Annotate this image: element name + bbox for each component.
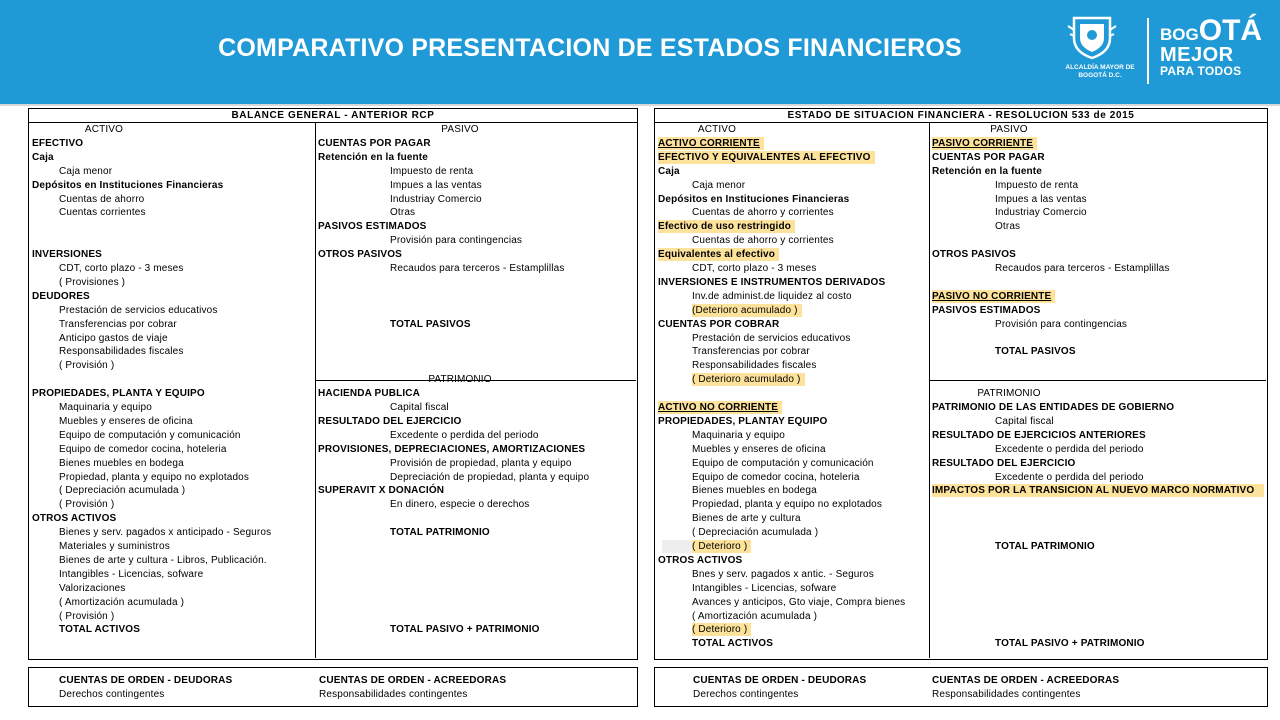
left-pasivo-row: Provisión para contingencias bbox=[390, 235, 523, 247]
right-activo-row: CDT, corto plazo - 3 meses bbox=[692, 263, 817, 274]
right-pasivo-row: Excedente o perdida del periodo bbox=[995, 471, 1144, 483]
right-pasivo-row: PASIVOS ESTIMADOS bbox=[932, 304, 1041, 316]
left-activo-row: Valorizaciones bbox=[59, 582, 126, 594]
bogota-crest-icon bbox=[1066, 14, 1118, 60]
left-activo-row: ( Provisión ) bbox=[59, 499, 115, 511]
right-activo-row: OTROS ACTIVOS bbox=[658, 554, 743, 566]
right-situacion-panel bbox=[654, 108, 1268, 660]
brand-logo bbox=[1160, 14, 1263, 78]
right-panel-title: ESTADO DE SITUACION FINANCIERA - RESOLUCION 533 de 2015 bbox=[655, 109, 1267, 123]
left-pasivo-row: Industriay Comercio bbox=[390, 193, 482, 205]
right-pasivo-row: Provisión para contingencias bbox=[995, 318, 1128, 330]
left-pasivo-row: PROVISIONES, DEPRECIACIONES, AMORTIZACIONES bbox=[318, 443, 586, 455]
left-activo-row: Responsabilidades fiscales bbox=[59, 346, 184, 358]
right-activo-row: Caja bbox=[658, 165, 680, 177]
right-activo-row: Responsabilidades fiscales bbox=[692, 360, 817, 372]
right-orden-deudoras-title: CUENTAS DE ORDEN - DEUDORAS bbox=[693, 675, 867, 686]
left-activo-row: Bienes y serv. pagados x anticipado - Seguros bbox=[59, 527, 272, 539]
left-orden-panel bbox=[28, 667, 638, 707]
right-activo-row: Equipo de computación y comunicación bbox=[692, 457, 874, 469]
left-pasivo-row: Impuesto de renta bbox=[390, 165, 474, 177]
right-activo-row: (Deterioro acumulado ) bbox=[692, 304, 802, 317]
right-activo-row: INVERSIONES E INSTRUMENTOS DERIVADOS bbox=[658, 276, 886, 288]
right-activo-row: Bnes y serv. pagados x antic. - Seguros bbox=[692, 568, 874, 580]
right-activo-row: Equivalentes al efectivo bbox=[658, 248, 779, 261]
left-activo-row: DEUDORES bbox=[32, 290, 90, 302]
logo-divider bbox=[1147, 18, 1149, 84]
left-pasivo-row: Excedente o perdida del periodo bbox=[390, 429, 539, 441]
right-orden-acreedoras-item: Responsabilidades contingentes bbox=[932, 689, 1081, 700]
right-activo-row: ( Deterioro acumulado ) bbox=[692, 373, 805, 386]
right-orden-deudoras-item: Derechos contingentes bbox=[693, 689, 799, 700]
crest-caption: ALCALDÍA MAYOR DE BOGOTÁ D.C. bbox=[1065, 64, 1135, 79]
left-pasivo-row: SUPERAVIT X DONACIÓN bbox=[318, 485, 445, 497]
right-pasivo-row: Retención en la fuente bbox=[932, 165, 1042, 177]
right-activo-row: Avances y anticipos, Gto viaje, Compra bienes bbox=[692, 596, 906, 608]
left-activo-row: Materiales y suministros bbox=[59, 541, 170, 552]
brand-bog: BOG bbox=[1160, 25, 1199, 44]
left-activo-row: ( Provisión ) bbox=[59, 360, 115, 372]
left-pasivo-row: Recaudos para terceros - Estamplillas bbox=[390, 263, 565, 274]
right-activo-row: Caja menor bbox=[692, 179, 746, 191]
right-activo-row: Equipo de comedor cocina, hoteleria bbox=[692, 471, 860, 483]
right-activo-row: ( Depreciación acumulada ) bbox=[692, 527, 819, 539]
right-activo-row: Efectivo de uso restringido bbox=[658, 220, 795, 233]
left-pasivo-row: Otras bbox=[390, 207, 416, 219]
left-pasivo-row: Retención en la fuente bbox=[318, 151, 428, 163]
left-pasivo-row: TOTAL PASIVO + PATRIMONIO bbox=[390, 624, 540, 636]
right-pasivo-row: PASIVO CORRIENTE bbox=[932, 137, 1037, 150]
left-activo-row: Caja bbox=[32, 151, 54, 163]
right-patrimonio-box bbox=[929, 380, 1266, 657]
right-orden-acreedoras-title: CUENTAS DE ORDEN - ACREEDORAS bbox=[932, 675, 1120, 686]
left-pasivo-row: RESULTADO DEL EJERCICIO bbox=[318, 415, 462, 427]
right-activo-row: Maquinaria y equipo bbox=[692, 429, 785, 441]
right-pasivo-row: Otras bbox=[995, 221, 1021, 233]
right-pasivo-row: PASIVO NO CORRIENTE bbox=[932, 290, 1055, 303]
right-activo-row: CUENTAS POR COBRAR bbox=[658, 318, 780, 330]
right-activo-row: Prestación de servicios educativos bbox=[692, 332, 851, 344]
right-pasivo-row: Impues a las ventas bbox=[995, 193, 1087, 205]
left-activo-row: OTROS ACTIVOS bbox=[32, 513, 117, 525]
left-activo-row: ACTIVO bbox=[84, 124, 124, 135]
right-activo-row: TOTAL ACTIVOS bbox=[692, 638, 774, 650]
left-activo-row: ( Amortización acumulada ) bbox=[59, 596, 185, 608]
left-pasivo-row: Provisión de propiedad, planta y equipo bbox=[390, 457, 572, 469]
left-orden-deudoras-title: CUENTAS DE ORDEN - DEUDORAS bbox=[59, 675, 233, 686]
left-pasivo-row: HACIENDA PUBLICA bbox=[318, 388, 421, 400]
right-activo-row: Depósitos en Instituciones Financieras bbox=[658, 193, 850, 205]
right-activo-row: EFECTIVO Y EQUIVALENTES AL EFECTIVO bbox=[658, 151, 875, 164]
right-pasivo-row: TOTAL PATRIMONIO bbox=[995, 541, 1095, 552]
left-activo-row: ( Depreciación acumulada ) bbox=[59, 485, 186, 497]
header-bar bbox=[0, 0, 1280, 106]
right-activo-row: Propiedad, planta y equipo no explotados bbox=[692, 499, 883, 511]
right-pasivo-row: Impuesto de renta bbox=[995, 179, 1079, 191]
left-activo-row: ( Provisión ) bbox=[59, 610, 115, 622]
page-title: COMPARATIVO PRESENTACION DE ESTADOS FINANCIEROS bbox=[218, 34, 962, 62]
right-orden-panel bbox=[654, 667, 1268, 707]
right-activo-row: Transferencias por cobrar bbox=[692, 346, 810, 358]
left-pasivo-row: PASIVO bbox=[441, 124, 479, 135]
left-pasivo-row: Depreciación de propiedad, planta y equipo bbox=[390, 471, 590, 483]
left-activo-row: Depósitos en Instituciones Financieras bbox=[32, 179, 224, 191]
right-activo-row: ACTIVO NO CORRIENTE bbox=[658, 401, 782, 414]
right-activo-row: Bienes de arte y cultura bbox=[692, 513, 801, 525]
left-activo-row: INVERSIONES bbox=[32, 249, 102, 261]
right-pasivo-row: PATRIMONIO bbox=[977, 388, 1041, 400]
right-pasivo-row: Recaudos para terceros - Estamplillas bbox=[995, 263, 1170, 274]
left-pasivo-row: Capital fiscal bbox=[390, 402, 449, 413]
left-balance-panel bbox=[28, 108, 638, 660]
right-activo-row: PROPIEDADES, PLANTAY EQUIPO bbox=[658, 415, 828, 427]
right-activo-row: Muebles y enseres de oficina bbox=[692, 443, 826, 455]
left-activo-row: Prestación de servicios educativos bbox=[59, 304, 218, 316]
left-activo-row: Cuentas corrientes bbox=[59, 207, 146, 219]
left-activo-row: PROPIEDADES, PLANTA Y EQUIPO bbox=[32, 388, 205, 400]
left-panel-title: BALANCE GENERAL - ANTERIOR RCP bbox=[29, 109, 637, 123]
right-activo-row: Inv.de administ.de liquidez al costo bbox=[692, 290, 852, 302]
right-pasivo-row: OTROS PASIVOS bbox=[932, 249, 1017, 261]
right-pasivo-row: PASIVO bbox=[990, 124, 1028, 135]
left-activo-row: Propiedad, planta y equipo no explotados bbox=[59, 471, 250, 483]
brand-para-todos: PARA TODOS bbox=[1160, 64, 1242, 78]
right-activo-row: ( Deterioro ) bbox=[692, 623, 751, 636]
left-activo-row: Muebles y enseres de oficina bbox=[59, 415, 193, 427]
right-pasivo-row: PATRIMONIO DE LAS ENTIDADES DE GOBIERNO bbox=[932, 402, 1175, 413]
left-pasivo-row: En dinero, especie o derechos bbox=[390, 499, 530, 511]
right-pasivo-row: Excedente o perdida del periodo bbox=[995, 443, 1144, 455]
left-activo-row: Equipo de comedor cocina, hoteleria bbox=[59, 443, 227, 455]
left-orden-acreedoras-item: Responsabilidades contingentes bbox=[319, 689, 468, 700]
left-activo-row: Equipo de computación y comunicación bbox=[59, 429, 241, 441]
left-activo-row: Bienes muebles en bodega bbox=[59, 457, 184, 469]
left-pasivo-row: TOTAL PASIVOS bbox=[390, 318, 471, 330]
right-activo-row: ACTIVO CORRIENTE bbox=[658, 137, 764, 150]
left-activo-row: Caja menor bbox=[59, 165, 113, 177]
right-pasivo-row: RESULTADO DEL EJERCICIO bbox=[932, 457, 1076, 469]
left-orden-deudoras-item: Derechos contingentes bbox=[59, 689, 165, 700]
left-activo-row: Anticipo gastos de viaje bbox=[59, 332, 168, 344]
left-pasivo-row: OTROS PASIVOS bbox=[318, 249, 403, 261]
right-pasivo-row: CUENTAS POR PAGAR bbox=[932, 151, 1045, 163]
left-activo-row: TOTAL ACTIVOS bbox=[59, 624, 141, 636]
right-pasivo-row: RESULTADO DE EJERCICIOS ANTERIORES bbox=[932, 429, 1146, 441]
right-pasivo-row: IMPACTOS POR LA TRANSICION AL NUEVO MARCO NORMATIVO bbox=[932, 484, 1264, 497]
left-activo-row: Transferencias por cobrar bbox=[59, 318, 177, 330]
right-pasivo-row: Capital fiscal bbox=[995, 415, 1054, 427]
left-pasivo-row: PATRIMONIO bbox=[428, 374, 492, 386]
right-pasivo-row: TOTAL PASIVO + PATRIMONIO bbox=[995, 638, 1145, 650]
right-activo-row: Cuentas de ahorro y corrientes bbox=[692, 207, 834, 219]
left-orden-acreedoras-title: CUENTAS DE ORDEN - ACREEDORAS bbox=[319, 675, 507, 686]
right-activo-row: Cuentas de ahorro y corrientes bbox=[692, 235, 834, 247]
right-pasivo-row: TOTAL PASIVOS bbox=[995, 346, 1076, 358]
left-pasivo-row: TOTAL PATRIMONIO bbox=[390, 527, 490, 539]
right-activo-row: Bienes muebles en bodega bbox=[692, 485, 817, 497]
right-activo-row: ACTIVO bbox=[697, 124, 737, 135]
left-pasivo-row: PASIVOS ESTIMADOS bbox=[318, 221, 427, 233]
left-activo-row: Cuentas de ahorro bbox=[59, 193, 145, 205]
right-activo-row: ( Deterioro ) bbox=[692, 540, 751, 553]
brand-mejor: MEJOR bbox=[1160, 44, 1234, 66]
left-pasivo-row: CUENTAS POR PAGAR bbox=[318, 137, 431, 149]
right-pasivo-row: Industriay Comercio bbox=[995, 207, 1087, 219]
left-activo-row: Maquinaria y equipo bbox=[59, 402, 152, 413]
right-activo-row: Intangibles - Licencias, sofware bbox=[692, 582, 837, 594]
left-activo-row: CDT, corto plazo - 3 meses bbox=[59, 263, 184, 274]
left-activo-row: Intangibles - Licencias, sofware bbox=[59, 568, 204, 580]
right-activo-row: ( Amortización acumulada ) bbox=[692, 610, 818, 622]
left-activo-row: EFECTIVO bbox=[32, 137, 84, 149]
left-pasivo-row: Impues a las ventas bbox=[390, 179, 482, 191]
left-activo-row: ( Provisiones ) bbox=[59, 276, 126, 288]
left-activo-row: Bienes de arte y cultura - Libros, Publicación. bbox=[59, 554, 267, 566]
brand-ota: OTÁ bbox=[1198, 14, 1263, 47]
